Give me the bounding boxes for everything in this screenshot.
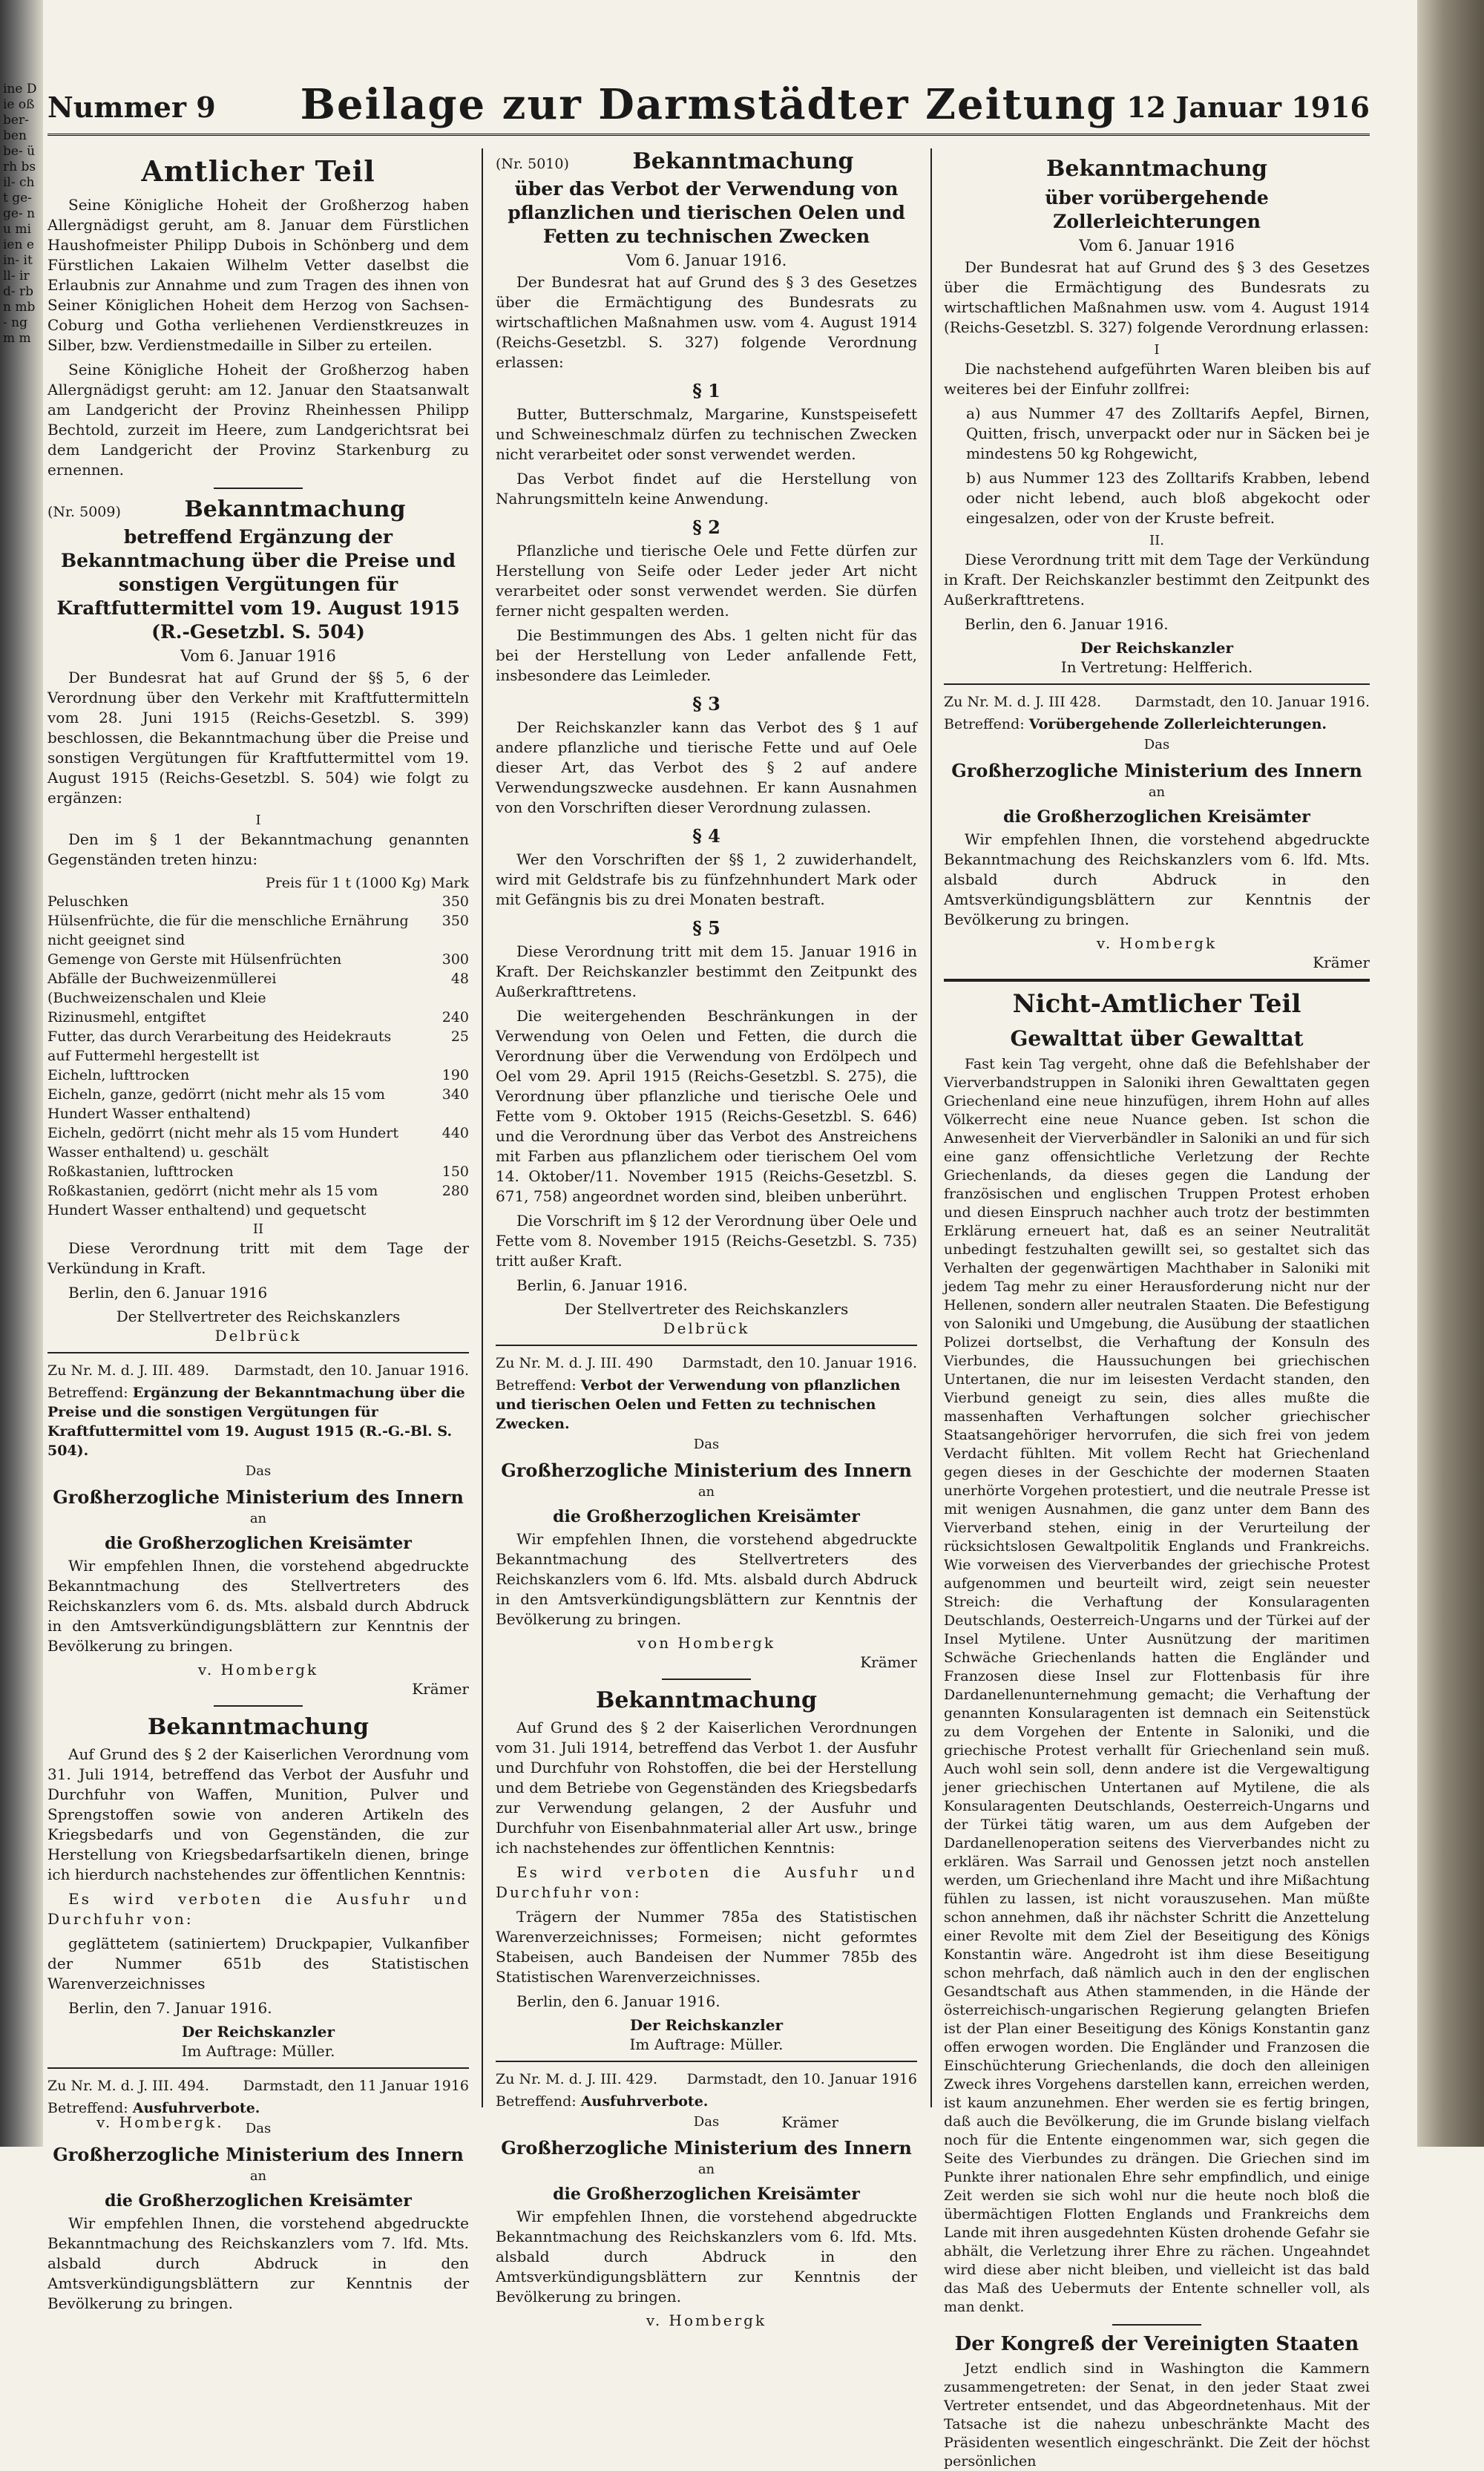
divider	[47, 2067, 469, 2069]
an-line: an	[697, 1484, 715, 1500]
signer-title: Der Reichskanzler	[181, 2023, 335, 2041]
paragraph: Diese Verordnung tritt mit dem Tage der Verkündung in Kraft. Der Reichskanzler bestimmt den Zeitpunkt des Außerkrafttretens.	[944, 551, 1370, 608]
signer: Delbrück	[663, 1319, 750, 1337]
paragraph: Das Verbot findet auf die Herstellung von Nahrungsmitteln keine Anwendung.	[496, 470, 917, 508]
recipient: die Großherzoglichen Kreisämter	[1003, 807, 1310, 827]
page-edge	[1417, 0, 1484, 2147]
paragraph: Es wird verboten die Ausfuhr und Durchfuhr von:	[47, 1890, 469, 1928]
paragraph: Die Vorschrift im § 12 der Verordnung über Oele und Fette vom 8. November 1915 (Reichs-Gesetzbl. S. 735) tritt außer Kraft.	[496, 1212, 917, 1270]
notice-title: Bekanntmachung	[184, 496, 406, 522]
price-item-value: 190	[441, 1067, 469, 1083]
notice-number: (Nr. 5009)	[47, 504, 121, 520]
page-footer	[96, 2113, 838, 2131]
notice-title: Bekanntmachung	[147, 1714, 369, 1740]
column-rule	[482, 148, 483, 2107]
price-item-name: Futter, das durch Verarbeitung des Heidekrauts auf Futtermehl hergestellt ist	[47, 1028, 392, 1064]
issue-number: Nummer 9	[47, 91, 216, 124]
recipient: die Großherzoglichen Kreisämter	[553, 2185, 860, 2204]
ref-line	[47, 1361, 469, 1380]
price-item	[47, 1162, 469, 1181]
newspaper-page	[47, 74, 1370, 2470]
place-date: Berlin, den 7. Januar 1916.	[68, 1999, 272, 2017]
price-list	[47, 892, 469, 1220]
divider	[944, 979, 1370, 982]
columns	[47, 148, 1370, 2470]
newspaper-title: Beilage zur Darmstädter Zeitung	[300, 80, 1117, 129]
notice-header	[496, 148, 917, 174]
price-item-name: Abfälle der Buchweizenmüllerei (Buchweizenschalen und Kleie	[47, 971, 277, 1006]
signer-title: Der Stellvertreter des Reichskanzlers	[116, 1307, 401, 1325]
signer-title: Der Stellvertreter des Reichskanzlers	[564, 1300, 849, 1318]
signature: v. Hombergk	[197, 1661, 319, 1678]
das-line: Das	[1143, 737, 1170, 752]
paragraph: Seine Königliche Hoheit der Großherzog haben Allergnädigst geruht: am 12. Januar den Staatsanwalt am Landgericht der Provinz Rheinhessen Philipp Bechtold, zurzeit im Heere, zum Landgerichtsrat bei dem Landgericht der Provinz Starkenburg zu ernennen.	[47, 361, 469, 479]
ministry-name: Großherzogliche Ministerium des Innern	[951, 760, 1362, 781]
signer: Im Auftrage: Müller.	[629, 2035, 784, 2053]
article-title: Gewalttat über Gewalttat	[1010, 1026, 1304, 1051]
notice-header	[47, 496, 469, 522]
price-item	[47, 1123, 469, 1162]
recipient: die Großherzoglichen Kreisämter	[553, 1507, 860, 1526]
price-item	[47, 1008, 469, 1027]
column-2	[496, 148, 917, 2329]
price-item-value: 340	[441, 1086, 469, 1103]
price-item-value: 48	[450, 971, 469, 987]
ref-number: Zu Nr. M. d. J. III 428.	[944, 694, 1102, 710]
subject-label: Betreffend:	[47, 2100, 128, 2116]
an-line: an	[249, 1511, 267, 1526]
list-item: b) aus Nummer 123 des Zolltarifs Krabben, lebend oder nicht lebend, auch bloß abgekocht oder eingesalzen, oder von der Kruste befreit.	[966, 469, 1370, 527]
divider	[214, 488, 303, 489]
ref-date: Darmstadt, den 10. Januar 1916.	[682, 1355, 917, 1371]
subject-text: Ausfuhrverbote.	[580, 2093, 709, 2110]
divider	[47, 1352, 469, 1353]
price-item-value: 440	[441, 1125, 469, 1141]
paragraph: Es wird verboten die Ausfuhr und Durchfuhr von:	[496, 1863, 917, 1901]
subject-label: Betreffend:	[496, 1377, 577, 1394]
ministry-name: Großherzogliche Ministerium des Innern	[501, 2137, 912, 2159]
price-item	[47, 1066, 469, 1085]
paragraph: Den im § 1 der Bekanntmachung genannten Gegenständen treten hinzu:	[47, 830, 469, 868]
masthead	[47, 74, 1370, 136]
column-rule	[930, 148, 932, 2107]
an-line: an	[697, 2162, 715, 2177]
price-item-name: Eicheln, lufttrocken	[47, 1067, 190, 1083]
signature: v. Hombergk	[646, 2311, 767, 2329]
place-date: Berlin, 6. Januar 1916.	[516, 1276, 688, 1294]
das-line: Das	[245, 1463, 272, 1479]
list-item: a) aus Nummer 47 des Zolltarifs Aepfel, Birnen, Quitten, frisch, unverpackt oder nur in Säcken bei je mindestens 50 kg Rohgewicht,	[966, 404, 1370, 462]
divider	[1112, 2324, 1201, 2326]
price-item-value: 280	[441, 1183, 469, 1199]
signer-title: Der Reichskanzler	[1080, 639, 1234, 657]
signer: Im Auftrage: Müller.	[181, 2042, 335, 2060]
price-item	[47, 911, 469, 950]
price-item-value: 240	[441, 1009, 469, 1026]
das-line: Das	[245, 2121, 272, 2136]
paragraph: Der Bundesrat hat auf Grund der §§ 5, 6 der Verordnung über den Verkehr mit Kraftfuttermitteln vom 28. Juni 1915 (Reichs-Gesetzbl. S. 399) beschlossen, die Bekanntmachung über die Preise und sonstigen Vergütungen für Kraftfuttermittel vom 19. August 1915 (Reichs-Gesetzbl. S. 504) wie folgt zu ergänzen:	[47, 669, 469, 807]
paragraph: Wir empfehlen Ihnen, die vorstehend abgedruckte Bekanntmachung des Stellvertreters des Reichskanzlers vom 6. ds. Mts. alsbald durch Abdruck in den Amtsverkündigungsblättern zur Kenntnis der Bevölkerung zu bringen.	[47, 1557, 469, 1655]
price-item-name: Eicheln, gedörrt (nicht mehr als 15 vom Hundert Wasser enthaltend) u. geschält	[47, 1125, 399, 1161]
section-heading-nonofficial: Nicht-Amtlicher Teil	[1012, 989, 1301, 1019]
price-item-name: Gemenge von Gerste mit Hülsenfrüchten	[47, 951, 342, 968]
subject-text: Ergänzung der Bekanntmachung über die Preise und die sonstigen Vergütungen für Kraftfuttermittel vom 19. August 1915 (R.-G.-Bl. S. 504).	[47, 1385, 465, 1459]
ref-line	[496, 2070, 917, 2089]
roman-numeral: II.	[1149, 533, 1164, 548]
paragraph: Trägern der Nummer 785a des Statistischen Warenverzeichnisses; Formeisen; nicht geformtes Stabeisen, auch Bandeisen der Nummer 785b des Statistischen Warenverzeichnisses.	[496, 1908, 917, 1986]
price-item-name: Eicheln, ganze, gedörrt (nicht mehr als 15 vom Hundert Wasser enthaltend)	[47, 1086, 385, 1122]
paragraph: Diese Verordnung tritt mit dem 15. Januar 1916 in Kraft. Der Reichskanzler bestimmt den Zeitpunkt des Außerkrafttretens.	[496, 942, 917, 1000]
signer-title: Der Reichskanzler	[629, 2016, 784, 2034]
notice-title: Bekanntmachung	[632, 148, 854, 174]
price-item	[47, 1181, 469, 1220]
ministry-name: Großherzogliche Ministerium des Innern	[501, 1460, 912, 1481]
paragraph: Wir empfehlen Ihnen, die vorstehend abgedruckte Bekanntmachung des Reichskanzlers vom 7. lfd. Mts. alsbald durch Abdruck in den Amtsverkündigungsblättern zur Kenntnis der Bevölkerung zu bringen.	[47, 2214, 469, 2312]
ref-number: Zu Nr. M. d. J. III. 489.	[47, 1362, 210, 1379]
paragraph: Butter, Butterschmalz, Margarine, Kunstspeisefett und Schweineschmalz dürfen zu technischen Zwecken nicht verarbeitet oder sonst verwendet werden.	[496, 405, 917, 463]
signature: Krämer	[860, 1653, 917, 1671]
das-line: Das	[693, 2114, 720, 2130]
notice-title: Bekanntmachung	[595, 1687, 817, 1713]
page-binding	[0, 0, 43, 2147]
price-item-value: 350	[441, 893, 469, 910]
roman-numeral: I	[1154, 342, 1160, 358]
subject-label: Betreffend:	[496, 2093, 577, 2110]
notice-subtitle: betreffend Ergänzung der Bekanntmachung über die Preise und sonstigen Vergütungen für Kraftfuttermittel vom 19. August 1915 (R.-Gesetzbl. S. 504)	[56, 526, 460, 643]
price-item-name: Rizinusmehl, entgiftet	[47, 1009, 206, 1026]
footer-signature: v. Hombergk.	[96, 2113, 224, 2131]
paragraph: Der Bundesrat hat auf Grund des § 3 des Gesetzes über die Ermächtigung des Bundesrats zu wirtschaftlichen Maßnahmen usw. vom 4. August 1914 (Reichs-Gesetzbl. S. 327) folgende Verordnung erlassen:	[496, 273, 917, 371]
divider	[496, 1345, 917, 1346]
place-date: Berlin, den 6. Januar 1916.	[516, 1992, 720, 2010]
price-item-value: 150	[441, 1164, 469, 1180]
column-3	[944, 148, 1370, 2470]
divider	[944, 683, 1370, 685]
section-mark: § 2	[692, 516, 720, 538]
signer: Delbrück	[214, 1327, 302, 1345]
issue-date: 12 Januar 1916	[1126, 91, 1370, 124]
paragraph: Wir empfehlen Ihnen, die vorstehend abgedruckte Bekanntmachung des Reichskanzlers vom 6. lfd. Mts. alsbald durch Abdruck in den Amtsverkündigungsblättern zur Kenntnis der Bevölkerung zu bringen.	[496, 2208, 917, 2306]
ref-line	[47, 2076, 469, 2096]
price-item	[47, 1027, 469, 1066]
ref-line	[496, 1353, 917, 1373]
ref-number: Zu Nr. M. d. J. III. 429.	[496, 2071, 658, 2087]
subject-text: Ausfuhrverbote.	[132, 2100, 260, 2116]
divider	[662, 1678, 751, 1680]
subject-text: Vorübergehende Zollerleichterungen.	[1028, 716, 1327, 732]
ref-date: Darmstadt, den 11 Januar 1916	[243, 2078, 469, 2094]
paragraph: Diese Verordnung tritt mit dem Tage der Verkündung in Kraft.	[47, 1239, 469, 1277]
paragraph: Auf Grund des § 2 der Kaiserlichen Verordnung vom 31. Juli 1914, betreffend das Verbot der Ausfuhr und Durchfuhr von Waffen, Munition, Pulver und Sprengstoffen sowie von anderen Artikeln des Kriegsbedarfs und von Gegenständen, die zur Herstellung von Kriegsbedarfsartikeln dienen, bringe ich hierdurch nachstehendes zur öffentlichen Kenntnis:	[47, 1745, 469, 1883]
notice-date: Vom 6. Januar 1916	[180, 647, 336, 665]
paragraph: Wir empfehlen Ihnen, die vorstehend abgedruckte Bekanntmachung des Reichskanzlers vom 6. lfd. Mts. alsbald durch Abdruck in den Amtsverkündigungsblättern zur Kenntnis der Bevölkerung zu bringen.	[944, 830, 1370, 928]
ref-subject	[496, 2092, 917, 2111]
price-item-value: 300	[441, 951, 469, 968]
notice-number: (Nr. 5010)	[496, 156, 569, 172]
section-heading-official: Amtlicher Teil	[141, 154, 375, 188]
subject-label: Betreffend:	[944, 716, 1025, 732]
ref-number: Zu Nr. M. d. J. III. 494.	[47, 2078, 210, 2094]
place-date: Berlin, den 6. Januar 1916	[68, 1284, 268, 1302]
divider	[496, 2061, 917, 2062]
footer-signature: Krämer	[781, 2113, 838, 2131]
recipient: die Großherzoglichen Kreisämter	[105, 2191, 412, 2211]
price-item	[47, 892, 469, 911]
paragraph: Die weitergehenden Beschränkungen in der Verwendung von Oelen und Fetten, die durch die Verordnung über die Verwendung von Erdölpech und Oel vom 29. April 1915 (Reichs-Gesetzbl. S. 275), die Verordnung über pflanzliche und tierische Oele und Fette vom 9. Oktober 1915 (Reichs-Gesetzbl. S. 646) und die Verordnung über das Verbot des Anstreichens mit Farben aus pflanzlichem oder tierischem Oel vom 14. Oktober/11. November 1915 (Reichs-Gesetzbl. S. 671, 758) angeordnet worden sind, bleiben unberührt.	[496, 1007, 917, 1205]
paragraph: Wer den Vorschriften der §§ 1, 2 zuwiderhandelt, wird mit Geldstrafe bis zu fünfzehnhundert Mark oder mit Gefängnis bis zu drei Monaten bestraft.	[496, 850, 917, 908]
paragraph: Die nachstehend aufgeführten Waren bleiben bis auf weiteres bei der Einfuhr zollfrei:	[944, 360, 1370, 398]
an-line: an	[1148, 784, 1166, 800]
binding-text: ine Die oß ber- ben be- ürh bsil- cht ge- ge- n u mi ien ein- it ll- ird- rbn mb- ng m m	[3, 82, 37, 346]
signer: In Vertretung: Helfferich.	[1060, 658, 1253, 676]
section-mark: § 4	[692, 825, 720, 847]
price-item	[47, 1085, 469, 1123]
price-item-name: Roßkastanien, gedörrt (nicht mehr als 15 vom Hundert Wasser enthaltend) und gequetscht	[47, 1183, 378, 1218]
paragraph: Wir empfehlen Ihnen, die vorstehend abgedruckte Bekanntmachung des Stellvertreters des Reichskanzlers vom 6. lfd. Mts. alsbald durch Abdruck in den Amtsverkündigungsblättern zur Kenntnis der Bevölkerung zu bringen.	[496, 1530, 917, 1628]
ministry-name: Großherzogliche Ministerium des Innern	[53, 2144, 464, 2165]
price-item-name: Peluschken	[47, 893, 129, 910]
notice-title: Bekanntmachung	[1045, 156, 1267, 182]
article-title: Der Kongreß der Vereinigten Staaten	[954, 2333, 1359, 2355]
subject-text: Verbot der Verwendung von pflanzlichen und tierischen Oelen und Fetten zu technischen Zwecken.	[496, 1377, 901, 1432]
paragraph: Die Bestimmungen des Abs. 1 gelten nicht für das bei der Herstellung von Leder anfallende Fett, insbesondere das Leimleder.	[496, 626, 917, 684]
notice-date: Vom 6. Januar 1916	[1079, 237, 1235, 255]
das-line: Das	[693, 1437, 720, 1452]
ref-date: Darmstadt, den 10. Januar 1916.	[234, 1362, 469, 1379]
recipient: die Großherzoglichen Kreisämter	[105, 1534, 412, 1553]
section-mark: § 5	[692, 917, 720, 939]
signature: Krämer	[412, 1680, 469, 1698]
ref-date: Darmstadt, den 10. Januar 1916.	[1135, 694, 1370, 710]
signature: v. Hombergk	[1096, 934, 1218, 952]
section-mark: § 3	[692, 693, 720, 715]
price-item-value: 25	[450, 1028, 469, 1045]
signature: Krämer	[1313, 954, 1370, 971]
an-line: an	[249, 2168, 267, 2184]
price-item-value: 350	[441, 913, 469, 929]
place-date: Berlin, den 6. Januar 1916.	[965, 615, 1169, 633]
roman-numeral: I	[255, 813, 261, 828]
price-item	[47, 969, 469, 1008]
section-mark: § 1	[692, 380, 720, 401]
notice-subtitle: über vorübergehende Zollerleichterungen	[1045, 187, 1269, 232]
price-item	[47, 950, 469, 969]
paragraph: geglättetem (satiniertem) Druckpapier, Vulkanfiber der Nummer 651b des Statistischen Warenverzeichnisses	[47, 1935, 469, 1992]
roman-numeral: II	[252, 1221, 264, 1237]
price-column-header: Preis für 1 t (1000 Kg) Mark	[265, 875, 469, 891]
ref-subject	[47, 1383, 469, 1460]
paragraph: Auf Grund des § 2 der Kaiserlichen Verordnungen vom 31. Juli 1914, betreffend das Verbot 1. der Ausfuhr und Durchfuhr von Rohstoffen, die bei der Herstellung und dem Betriebe von Gegenständen des Kriegsbedarfs zur Verwendung gelangen, 2 der Ausfuhr und Durchfuhr von Eisenbahnmaterial aller Art usw., bringe ich nachstehendes zur öffentlichen Kenntnis:	[496, 1719, 917, 1857]
ministry-name: Großherzogliche Ministerium des Innern	[53, 1486, 464, 1508]
paragraph: Seine Königliche Hoheit der Großherzog haben Allergnädigst geruht, am 8. Januar dem Fürstlichen Haushofmeister Philipp Dubois in Schönberg und dem Fürstlichen Lakaien Wilhelm Vetter daselbst die Erlaubnis zur Annahme und zum Tragen des ihnen von Seiner Königlichen Hoheit dem Herzog von Sachsen-Coburg und Gotha verliehenen Verdienstkreuzes in Silber, bzw. Verdienstmedaille in Silber zu erteilen.	[47, 196, 469, 354]
ref-number: Zu Nr. M. d. J. III. 490	[496, 1355, 654, 1371]
article-body: Fast kein Tag vergeht, ohne daß die Befehlshaber der Vierverbandstruppen in Saloniki ihren Gewalttaten gegen Griechenland eine neue hinzufügen, ihrem Hohn auf alles Völkerrecht eine neue Nuance geben. Ist schon die Anwesenheit der Vierverbändler in Saloniki an und für sich eine ganz offensichtliche Verletzung der Rechte Griechenlands, da dieses gegen die Landung der französischen und englischen Truppen Protest erhoben und diesen Einspruch nachher auch trotz der bestimmten Erklärung erneuert hat, daß es an seiner Neutralität unbedingt festzuhalten gewillt sei, so gestaltet sich das Verhalten der gegenwärtigen Machthaber in Saloniki mit jedem Tag mehr zu einer Herausforderung nicht nur der Hellenen, sondern aller neutralen Staaten. Die Befestigung von Saloniki und Umgebung, die Ausübung der staatlichen Polizei dortselbst, die Verhaftung der Konsuln des Vierbundes, die Haussuchungen bei griechischen Untertanen, die nur im leisesten Verdacht standen, den Vierbund geneigt zu sein, dies alles mußte die massenhaften Verhaftungen solcher griechischer Staatsangehöriger hervorrufen, die sich frei von jedem Verdacht fühlten. Mit vollem Recht hat Griechenland gegen dieses in der Geschichte der modernen Staaten unerhörte Vorgehen protestiert, und die neutrale Presse ist mit wenigen Ausnahmen, die ganz unter dem Bann des Vierverband stehen, einig in der Verurteilung der rücksichtslosen Gewaltpolitik Englands und Frankreichs. Wie vorweisen des Vierverbandes der griechische Protest aufgenommen und beurteilt wird, zeigt sein neuester Streich: die Verhaftung der Konsularagenten Deutschlands, Oesterreich-Ungarns und der Türkei auf der Insel Mytilene. Unter Ausnützung der maritimen Schwäche Griechenlands hatten die Engländer und Franzosen diese Insel zur Flottenbasis für ihre Dardanellenunternehmung gemacht; die Verhaftung der genannten Konsularagenten ist demnach ein Seitenstück zu dem Vorgehen der Entente in Saloniki, und die griechische Protest verhallt für Griechenland sein muß. Auch wohl sein soll, denn andere ist die Vergewaltigung jener griechischen Untertanen auf Mytilene, die als Konsularagenten Deutschlands, Oesterreich-Ungarns und der Türkei tätig waren, um aus dem Aufgeben der Dardanellenoperation seitens des Vierverbandes nicht zu erklären. Was Sarrail und Genossen jetzt noch anstellen werden, um Griechenland ihre Macht und ihre Mißachtung fühlen zu lassen, ist nicht vorauszusehen. Man müßte schon annehmen, daß ihr nächster Schritt die Anzettelung einer Revolte mit dem Ziel der Beseitigung des Königs Konstantin wäre. Angedroht ist ihm diese Beseitigung schon mehrfach, daß nämlich auch in den der englischen Gesandtschaft aus Athen stammenden, in die Hände der österreichisch-ungarischen Regierung gelangten Briefen ist der Plan einer Beseitigung des Königs Konstantin ganz offen erwogen worden. Die Engländer und Franzosen die Einschüchterung Griechenlands, die doch den alleinigen Zweck ihres Vorgehens darstellen kann, erreichen werden, ist kaum anzunehmen. Eher werden sie es fertig bringen, daß auch die Bevölkerung, die im Grunde bislang vielfach noch für die Entente eingenommen war, sich gegen die Seite des Vierbundes zu drängen. Die Griechen sind im Punkte ihrer nationalen Ehre sehr empfindlich, und einige Zeit werden sie sich wohl nur die heute noch bloß die übermächtigen Flotten Englands und Frankreichs dem Lande mit ihren ausgedehnten Küsten drohende Gefahr sie abhält, die Verletzung ihrer Ehre zu rächen. Ungeahndet wird diese aber nicht bleiben, und vielleicht ist das bald das Maß des Uebermuts der Entente schneller voll, als man denkt.	[944, 1056, 1370, 2315]
ref-subject	[496, 1376, 917, 1434]
notice-subtitle: über das Verbot der Verwendung von pflanzlichen und tierischen Oelen und Fetten zu technischen Zwecken	[508, 178, 905, 247]
ref-subject	[944, 715, 1370, 734]
article-body: Jetzt endlich sind in Washington die Kammern zusammengetreten: der Senat, in den jeder Staat zwei Vertreter entsendet, und das Abgeordnetenhaus. Mit der Tatsache ist die nahezu unbeschränkte Macht des Präsidenten wesentlich eingeschränkt. Die Zeit der höchst persönlichen	[944, 2360, 1370, 2470]
signature: von Hombergk	[637, 1634, 776, 1652]
price-item-name: Hülsenfrüchte, die für die menschliche Ernährung nicht geeignet sind	[47, 913, 409, 948]
paragraph: Der Reichskanzler kann das Verbot des § 1 auf andere pflanzliche und tierische Fette und auf Oele dieser Art, das Verbot des § 2 auf andere Verwendungszwecke ausdehnen. Er kann Ausnahmen von den Vorschriften dieser Verordnung zulassen.	[496, 718, 917, 816]
paragraph: Pflanzliche und tierische Oele und Fette dürfen zur Herstellung von Seife oder Leder jeder Art nicht verarbeitet oder sonst verwendet werden. Sie dürfen ferner nicht gespalten werden.	[496, 542, 917, 620]
ref-line	[944, 692, 1370, 712]
notice-date: Vom 6. Januar 1916.	[626, 252, 787, 269]
column-1	[47, 148, 469, 2312]
price-item-name: Roßkastanien, lufttrocken	[47, 1164, 234, 1180]
paragraph: Der Bundesrat hat auf Grund des § 3 des Gesetzes über die Ermächtigung des Bundesrats zu wirtschaftlichen Maßnahmen usw. vom 4. August 1914 (Reichs-Gesetzbl. S. 327) folgende Verordnung erlassen:	[944, 258, 1370, 336]
ref-date: Darmstadt, den 10. Januar 1916	[686, 2071, 917, 2087]
divider	[214, 1705, 303, 1707]
subject-label: Betreffend:	[47, 1385, 128, 1401]
